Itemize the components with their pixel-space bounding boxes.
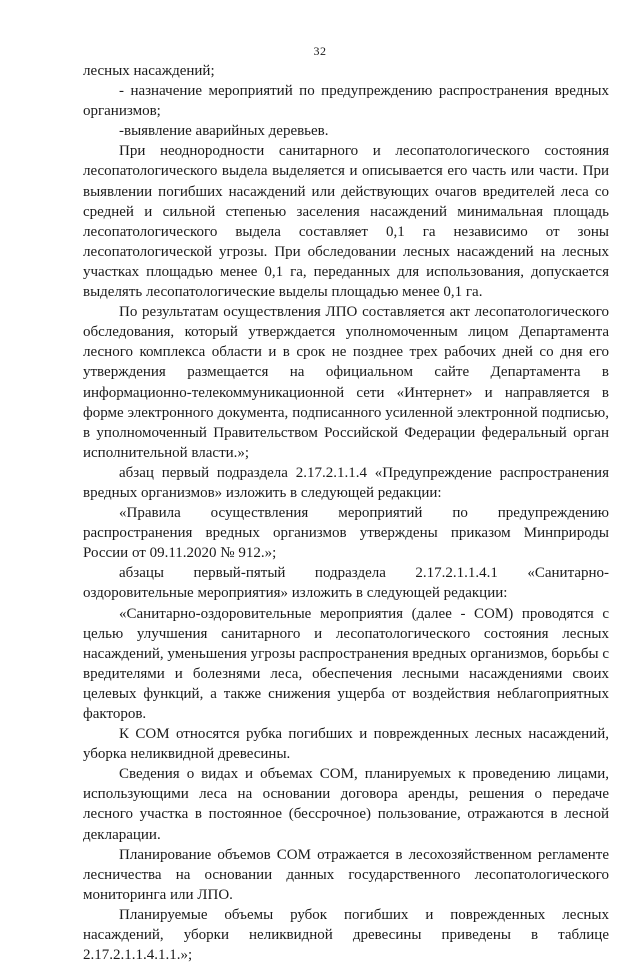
paragraph: абзац первый подраздела 2.17.2.1.1.4 «Предупреждение распространения вредных организмов» изложить в следующей редакции: bbox=[83, 464, 609, 501]
paragraph: При неоднородности санитарного и лесопатологического состояния лесопатологического выдела выделяется и описывается его часть или части. При выявлении погибших насаждений или действующих очагов вредителей леса со средней и сильной степенью заселения насаждений минимальная площадь лесопатологического выдела составляет 0,1 га независимо от зоны лесопатологической угрозы. При обследовании лесных насаждений на лесных участках площадью менее 0,1 га, переданных для использования, допускается выделять лесопатологические выделы площадью менее 0,1 га. bbox=[83, 143, 609, 301]
paragraph: К СОМ относятся рубка погибших и поврежденных лесных насаждений, уборка неликвидной древесины. bbox=[83, 726, 609, 763]
paragraph: По результатам осуществления ЛПО составляется акт лесопатологического обследования, который утверждается уполномоченным лицом Департамента лесного комплекса области и в срок не позднее трех рабочих дней со дня его утверждения размещается на официальном сайте Департамента в информационно-телекоммуникационной сети «Интернет» и направляется в форме электронного документа, подписанного усиленной электронной подписью, в уполномоченный Правительством Российской Федерации федеральный орган исполнительной власти.»; bbox=[83, 304, 609, 461]
paragraph: Сведения о видах и объемах СОМ, планируемых к проведению лицами, использующими леса на основании договора аренды, решения о передаче лесного участка в постоянное (бессрочное) пользование, отражаются в лесной декларации. bbox=[83, 766, 609, 843]
paragraph: -выявление аварийных деревьев. bbox=[119, 123, 329, 140]
page-number: 32 bbox=[313, 44, 327, 58]
paragraph: Планирование объемов СОМ отражается в лесохозяйственном регламенте лесничества на основании данных государственного лесопатологического мониторинга или ЛПО. bbox=[83, 846, 609, 903]
paragraph: «Санитарно-оздоровительные мероприятия (далее - СОМ) проводятся с целью улучшения санитарного и лесопатологического состояния лесных насаждений, уменьшения угрозы распространения вредных организмов, борьбы с вредителями и болезнями леса, обеспечения лесными насаждениями своих целевых функций, а также снижения ущерба от воздействия неблагоприятных факторов. bbox=[83, 605, 609, 722]
paragraph: лесных насаждений; bbox=[83, 63, 215, 79]
paragraph: - назначение мероприятий по предупреждению распространения вредных организмов; bbox=[83, 83, 609, 120]
document-body bbox=[83, 61, 609, 965]
paragraph: «Правила осуществления мероприятий по предупреждению распространения вредных организмов утверждены приказом Минприроды России от 09.11.2020 № 912.»; bbox=[83, 505, 609, 562]
paragraph: абзацы первый-пятый подраздела 2.17.2.1.1.4.1 «Санитарно-оздоровительные мероприятия» изложить в следующей редакции: bbox=[83, 565, 609, 602]
paragraph: Планируемые объемы рубок погибших и поврежденных лесных насаждений, уборки неликвидной древесины приведены в таблице 2.17.2.1.1.4.1.1.»; bbox=[83, 906, 609, 964]
